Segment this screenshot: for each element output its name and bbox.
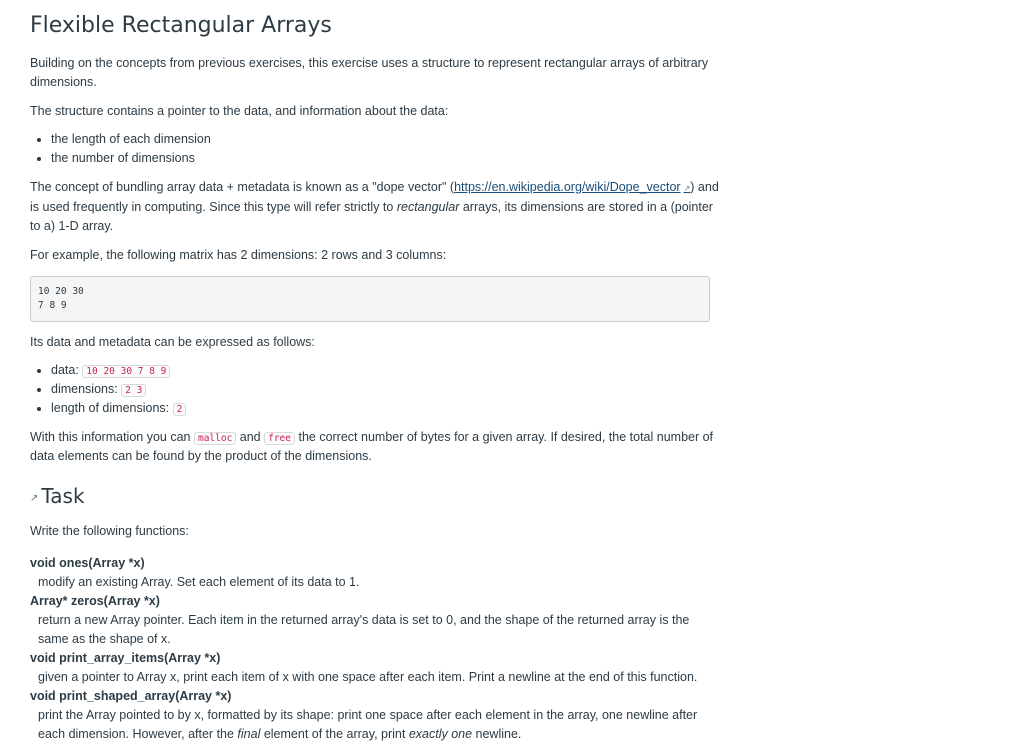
list-item [51,361,720,380]
dope-vector-paragraph [30,178,720,236]
malloc-text-end: the correct number of bytes for a given array. If desired, the total number of data elements can be found by the product of the dimensions. [30,430,714,463]
function-signature: void print_array_items(Array *x) [30,651,221,665]
write-intro: Write the following functions: [30,524,189,538]
matrix-code-block: 10 20 30 7 8 9 [30,276,710,322]
inline-code: 2 3 [121,384,146,397]
malloc-code: malloc [194,432,236,445]
task-heading-text: Task [41,484,85,508]
external-link-icon: ↗ [683,184,691,193]
task-heading [30,483,720,512]
malloc-text-start: With this information you can [30,430,194,444]
exactly-one-emphasis: exactly one [408,727,473,741]
structure-intro: The structure contains a pointer to the data, and information about the data: [30,104,449,118]
function-description: modify an existing Array. Set each element of its data to 1. [38,575,360,589]
function-signature: void ones(Array *x) [30,556,145,570]
inline-code: 2 [173,403,187,416]
anchor-link-icon[interactable]: ↗ [30,493,39,504]
list-item [51,399,720,418]
desc-text: element of the array, print [260,727,409,741]
dope-text-end: arrays, its dimensions are stored in a (pointer to a) 1-D array. [30,200,713,233]
desc-text: print the Array pointed to by x, formatted by its shape: print one space after each element in the array, one newline after each dimension. However, after the [38,708,698,741]
structure-list [30,130,720,168]
free-code: free [264,432,295,445]
malloc-text-mid: and [236,430,265,444]
metadata-list [30,361,720,418]
function-description [38,706,720,744]
function-description: return a new Array pointer. Each item in the returned array's data is set to 0, and the shape of the returned array is the same as the shape of x. [38,613,690,646]
final-emphasis: final [237,727,261,741]
example-intro: For example, the following matrix has 2 dimensions: 2 rows and 3 columns: [30,248,447,262]
list-item [51,380,720,399]
assignment-content [30,0,720,744]
list-item: • the number of dimensions [51,149,720,168]
function-description: given a pointer to Array x, print each item of x with one space after each item. Print a newline at the end of this function. [38,670,698,684]
dope-text-start: The concept of bundling array data + metadata is known as a "dope vector" ( [30,180,455,194]
intro-paragraph: Building on the concepts from previous exercises, this exercise uses a structure to represent rectangular arrays of arbitrary dimensions. [30,56,709,89]
function-list [30,554,720,744]
inline-code: 10 20 30 7 8 9 [82,365,170,378]
metadata-intro: Its data and metadata can be expressed as follows: [30,335,315,349]
dope-text-middle: ) and is used frequently in computing. Since this type will refer strictly to [30,180,719,214]
page-title: Flexible Rectangular Arrays [30,13,332,38]
dope-vector-link[interactable] [454,180,690,194]
list-item: • the length of each dimension [51,130,720,149]
desc-text: newline. [472,727,522,741]
malloc-paragraph [30,428,720,466]
metadata-label: length of dimensions: [51,401,173,415]
rectangular-emphasis: rectangular [396,200,460,214]
function-signature: Array* zeros(Array *x) [30,594,160,608]
metadata-label: data: [51,363,83,377]
dope-vector-link-text: https://en.wikipedia.org/wiki/Dope_vector [454,180,681,194]
function-signature: void print_shaped_array(Array *x) [30,689,232,703]
metadata-label: dimensions: [51,382,122,396]
